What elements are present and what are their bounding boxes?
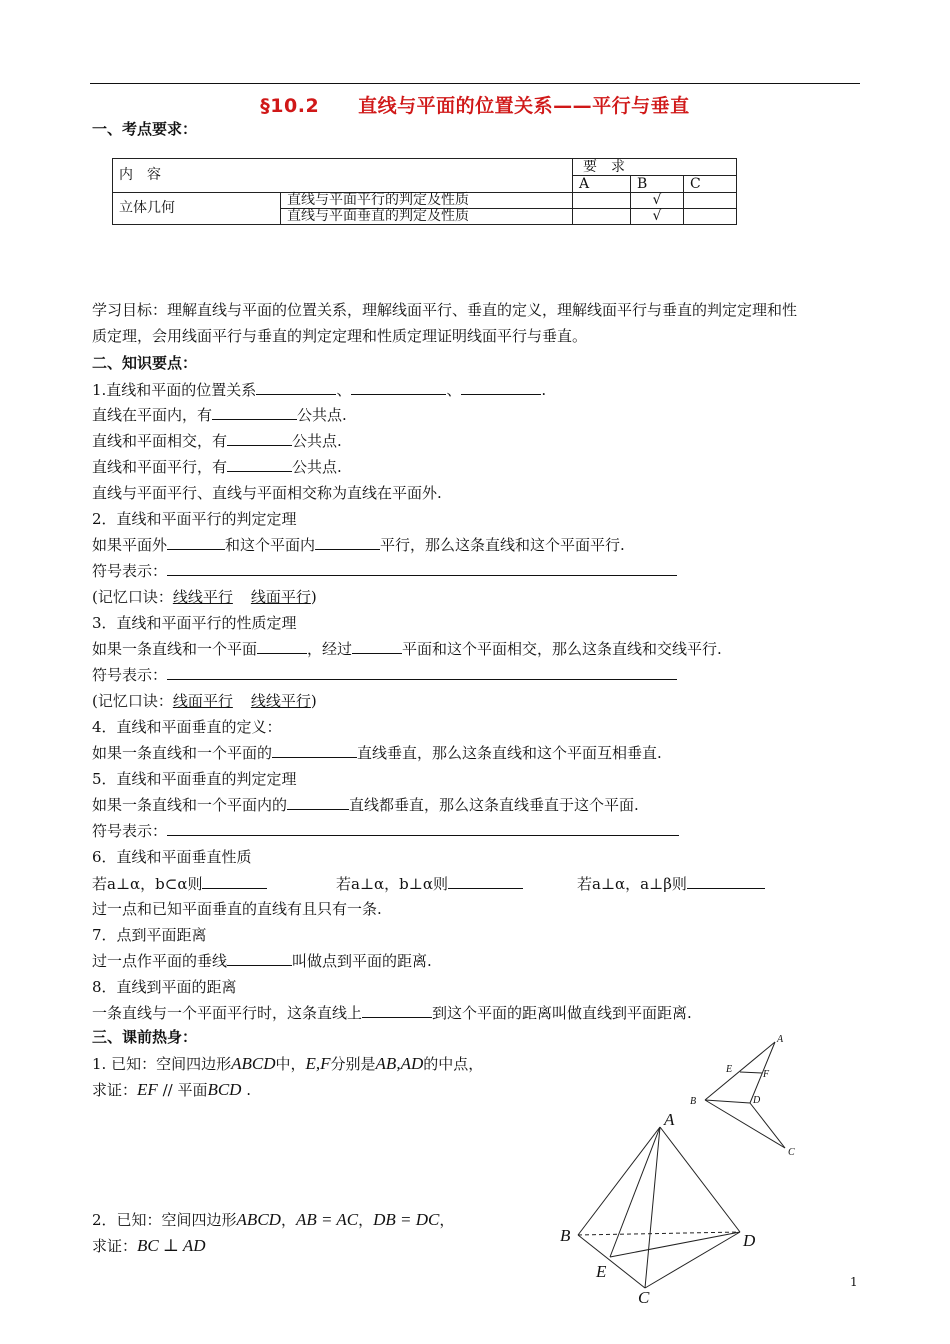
text: 如果平面外 xyxy=(92,536,168,554)
text: 直线和平面相交，有 xyxy=(92,432,228,450)
knowledge-6: 6．直线和平面垂直性质 xyxy=(92,848,252,866)
text: 符号表示： xyxy=(92,666,168,684)
question-1-line-1 xyxy=(92,1054,483,1074)
learning-goal-line-2: 质定理，会用线面平行与垂直的判定定理和性质定理证明线面平行与垂直。 xyxy=(92,327,588,345)
table-header-c: C xyxy=(684,176,737,193)
blank xyxy=(362,1003,432,1018)
text: . xyxy=(241,1081,251,1099)
knowledge-6b xyxy=(336,874,523,894)
text: 到这个平面的距离叫做直线到平面距离. xyxy=(432,1004,692,1022)
knowledge-5: 5．直线和平面垂直的判定定理 xyxy=(92,770,297,788)
knowledge-3a xyxy=(92,639,722,659)
text: ， xyxy=(280,1211,296,1229)
blank xyxy=(227,457,292,472)
table-row-1: 直线与平面平行的判定及性质 xyxy=(281,193,573,209)
text: 直线都垂直，那么这条直线垂直于这个平面. xyxy=(349,796,639,814)
knowledge-1c xyxy=(92,457,342,477)
blank xyxy=(687,874,765,889)
mnemonic-2 xyxy=(92,587,317,607)
text: 的中点， xyxy=(423,1055,484,1073)
knowledge-2: 2．直线和平面平行的判定定理 xyxy=(92,510,297,528)
question-2-line-2 xyxy=(92,1236,206,1256)
text: 中， xyxy=(275,1055,306,1073)
blank xyxy=(461,380,541,395)
table-check: √ xyxy=(631,193,684,209)
mnemonic-1: 线线平行 xyxy=(172,588,233,606)
text: 1. 已知：空间四边形 xyxy=(92,1055,232,1073)
knowledge-1: 1.直线和平面的位置关系 、 、 . xyxy=(92,381,547,399)
blank xyxy=(202,874,267,889)
header-rule xyxy=(90,83,860,84)
text: 2．已知：空间四边形 xyxy=(92,1211,237,1229)
table-header-b: B xyxy=(631,176,684,193)
symbol-line-5 xyxy=(92,821,679,841)
math: BC ⊥ AD xyxy=(137,1236,206,1255)
table-header-requirement: 要 求 xyxy=(573,159,737,176)
table-row-label: 立体几何 xyxy=(113,193,281,225)
text: 符号表示： xyxy=(92,822,168,840)
text: (记忆口诀： xyxy=(92,588,173,606)
table-header-a: A xyxy=(573,176,631,193)
math: EF xyxy=(137,1080,158,1099)
math: ABCD xyxy=(236,1210,281,1229)
question-1-line-2 xyxy=(92,1080,251,1100)
symbol-line-3 xyxy=(92,665,677,685)
blank xyxy=(287,795,349,810)
blank xyxy=(256,380,336,395)
blank xyxy=(167,561,677,576)
blank xyxy=(227,951,292,966)
blank xyxy=(448,874,523,889)
fig1-label-f: F xyxy=(763,1069,770,1080)
text: 如果一条直线和一个平面内的 xyxy=(92,796,288,814)
text: 分别是 xyxy=(330,1055,376,1073)
text: // 平面 xyxy=(157,1081,208,1099)
text: 直线垂直，那么这条直线和这个平面互相垂直. xyxy=(357,744,662,762)
section-3-heading: 三、课前热身： xyxy=(92,1028,198,1046)
text: 直线在平面内，有 xyxy=(92,406,213,424)
symbol-line-2 xyxy=(92,561,677,581)
fig1-label-c: C xyxy=(788,1147,795,1158)
text: 若a⊥α，b⊂α则 xyxy=(92,875,203,893)
knowledge-7: 7．点到平面距离 xyxy=(92,926,207,944)
fig1-label-d: D xyxy=(753,1095,761,1106)
text: 如果一条直线和一个平面的 xyxy=(92,744,273,762)
text: 符号表示： xyxy=(92,562,168,580)
blank xyxy=(315,535,380,550)
knowledge-1a xyxy=(92,405,347,425)
text: 过一点作平面的垂线 xyxy=(92,952,228,970)
fig2-label-a: A xyxy=(664,1110,675,1129)
knowledge-8a xyxy=(92,1003,692,1023)
math: DB = DC xyxy=(373,1210,440,1229)
table-cell xyxy=(684,209,737,225)
blank xyxy=(351,380,446,395)
fig1-label-a: A xyxy=(777,1034,784,1045)
text: 一条直线与一个平面平行时，这条直线上 xyxy=(92,1004,363,1022)
text: 如果一条直线和一个平面 xyxy=(92,640,258,658)
page-number: 1 xyxy=(850,1275,858,1289)
knowledge-1-text: 1.直线和平面的位置关系 xyxy=(92,381,257,399)
math: BCD xyxy=(207,1080,242,1099)
section-1-heading: 一、考点要求： xyxy=(92,120,198,138)
blank xyxy=(227,431,292,446)
question-2-line-1 xyxy=(92,1210,454,1230)
knowledge-8: 8．直线到平面的距离 xyxy=(92,978,237,996)
math: AB,AD xyxy=(375,1054,424,1073)
knowledge-6a xyxy=(92,874,267,894)
mnemonic-2: 线面平行 xyxy=(250,588,311,606)
text: 平行，那么这条直线和这个平面平行. xyxy=(380,536,625,554)
knowledge-6c xyxy=(577,874,765,894)
text: ) xyxy=(310,588,317,606)
knowledge-1d: 直线与平面平行、直线与平面相交称为直线在平面外. xyxy=(92,484,442,502)
text: 叫做点到平面的距离. xyxy=(292,952,432,970)
blank xyxy=(257,639,307,654)
text: 和这个平面内 xyxy=(225,536,316,554)
text: (记忆口诀： xyxy=(92,692,173,710)
blank xyxy=(167,535,225,550)
text: 求证： xyxy=(92,1237,138,1255)
knowledge-4a xyxy=(92,743,662,763)
table-cell xyxy=(573,193,631,209)
text: 公共点. xyxy=(292,458,342,476)
text: 公共点. xyxy=(292,432,342,450)
fig2-label-e: E xyxy=(596,1262,607,1281)
knowledge-4: 4．直线和平面垂直的定义： xyxy=(92,718,282,736)
fig1-label-e: E xyxy=(726,1064,733,1075)
text: ，经过 xyxy=(307,640,353,658)
table-cell xyxy=(573,209,631,225)
fig2-label-b: B xyxy=(560,1226,571,1245)
math: AB = AC xyxy=(295,1210,359,1229)
mnemonic-2: 线线平行 xyxy=(250,692,311,710)
blank xyxy=(167,821,679,836)
text: ) xyxy=(310,692,317,710)
mnemonic-3 xyxy=(92,691,317,711)
text: 公共点. xyxy=(297,406,347,424)
knowledge-2a xyxy=(92,535,625,555)
section-2-heading: 二、知识要点： xyxy=(92,354,198,372)
blank xyxy=(167,665,677,680)
requirements-table xyxy=(112,158,737,225)
table-row-2: 直线与平面垂直的判定及性质 xyxy=(281,209,573,225)
table-check: √ xyxy=(631,209,684,225)
knowledge-1b xyxy=(92,431,342,451)
fig2-label-c: C xyxy=(638,1288,650,1305)
fig2-label-d: D xyxy=(743,1231,756,1250)
text: 若a⊥α，a⊥β则 xyxy=(577,875,687,893)
fig1-label-b: B xyxy=(690,1096,697,1107)
table-cell xyxy=(684,193,737,209)
page-title: §10.2 直线与平面的位置关系——平行与垂直 xyxy=(260,95,690,117)
text: 若a⊥α，b⊥α则 xyxy=(336,875,449,893)
text: 平面和这个平面相交，那么这条直线和交线平行. xyxy=(402,640,722,658)
text: ， xyxy=(439,1211,455,1229)
table-header-content: 内 容 xyxy=(113,159,573,193)
figure-2-tetrahedron xyxy=(550,1105,780,1305)
learning-goal-line-1: 学习目标：理解直线与平面的位置关系，理解线面平行、垂直的定义，理解线面平行与垂直的判定定理和性 xyxy=(92,301,798,319)
knowledge-7a xyxy=(92,951,432,971)
knowledge-5a xyxy=(92,795,639,815)
blank xyxy=(352,639,402,654)
mnemonic-1: 线面平行 xyxy=(172,692,233,710)
knowledge-6d: 过一点和已知平面垂直的直线有且只有一条. xyxy=(92,900,382,918)
knowledge-3: 3．直线和平面平行的性质定理 xyxy=(92,614,297,632)
blank xyxy=(212,405,297,420)
text: 求证： xyxy=(92,1081,138,1099)
math: E,F xyxy=(305,1054,331,1073)
math: ABCD xyxy=(231,1054,276,1073)
text: 直线和平面平行，有 xyxy=(92,458,228,476)
text: ， xyxy=(358,1211,374,1229)
blank xyxy=(272,743,357,758)
